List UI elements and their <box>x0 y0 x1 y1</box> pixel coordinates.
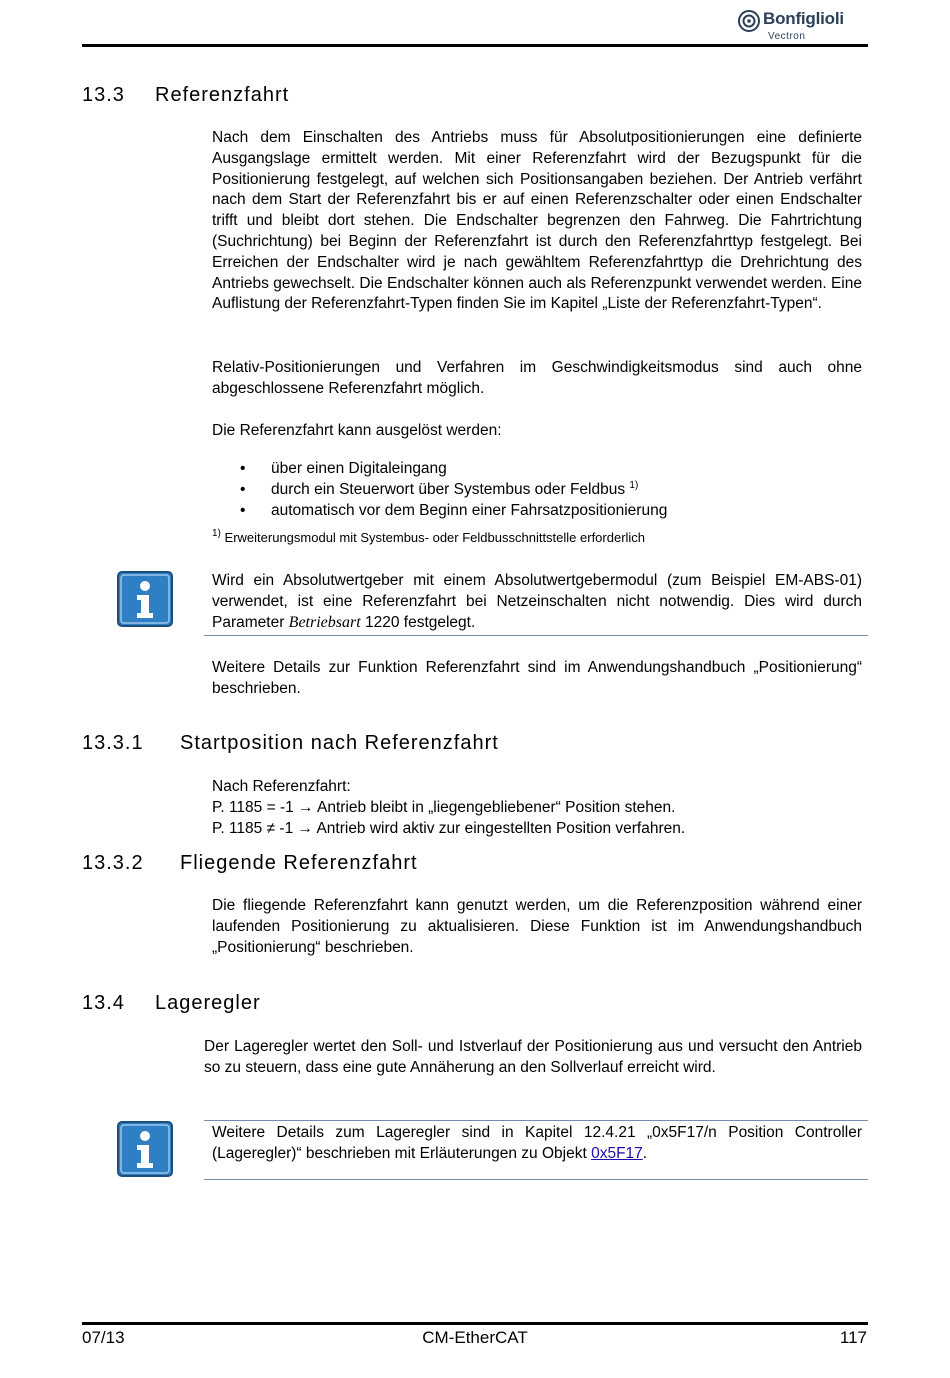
info-box-absolutwertgeber <box>204 571 868 636</box>
section-number: 13.3 <box>82 84 125 106</box>
paragraph-lageregler: Der Lageregler wertet den Soll- und Istverlauf der Positionierung aus und versucht den Antrieb so zu steuern, dass eine gute Annäherung an den Sollverlauf erreicht wird. <box>204 1038 862 1076</box>
logo-mark-icon <box>738 10 760 32</box>
info-icon <box>117 1121 173 1177</box>
section-number: 13.4 <box>82 992 125 1014</box>
page-number: 117 <box>839 1328 867 1347</box>
list-item: • über einen Digitaleingang <box>240 458 667 479</box>
section-heading-13-3-1 <box>82 732 862 758</box>
section-heading-13-4 <box>82 992 862 1018</box>
list-item: • durch ein Steuerwort über Systembus oder Feldbus $^{1)}$ <box>240 479 667 500</box>
footnote-text: Erweiterungsmodul mit Systembus- oder Feldbusschnittstelle erforderlich <box>224 530 646 545</box>
info-icon <box>117 571 173 627</box>
text-line: Nach Referenzfahrt: <box>212 778 351 795</box>
info-box-lageregler <box>204 1120 868 1180</box>
section-title: Startposition nach Referenzfahrt <box>180 732 499 754</box>
section-number: 13.3.1 <box>82 732 144 754</box>
section-title: Fliegende Referenzfahrt <box>180 852 418 874</box>
parameter-name: Betriebsart <box>288 613 361 631</box>
brand-logo <box>738 8 868 44</box>
paragraph-relativ: Relativ-Positionierungen und Verfahren im Geschwindigkeitsmodus sind auch ohne abgeschlossene Referenzfahrt möglich. <box>212 359 862 397</box>
section-heading-13-3-2 <box>82 852 862 878</box>
header-rule <box>82 44 868 47</box>
brand-name: Bonfiglioli <box>763 9 844 28</box>
section-heading-13-3 <box>82 84 862 110</box>
footer-document-title: CM-EtherCAT <box>422 1328 528 1347</box>
footnote-ref: 1) <box>629 480 639 491</box>
paragraph-ausloesung: Die Referenzfahrt kann ausgelöst werden: <box>212 422 502 439</box>
footer-rule <box>82 1322 868 1325</box>
info-text: Weitere Details zum Lageregler sind in Kapitel 12.4.21 „0x5F17/n Position Controller (Lageregler)“ beschrieben mit Erläuterungen zu Objekt 0x5F17. <box>212 1124 862 1162</box>
brand-sub: Vectron <box>768 31 806 42</box>
startposition-lines <box>212 777 862 839</box>
footnote <box>212 530 645 545</box>
paragraph-weitere-details: Weitere Details zur Funktion Referenzfahrt sind im Anwendungshandbuch „Positionierung“ beschrieben. <box>212 659 862 697</box>
footer-date: 07/13 <box>82 1328 125 1347</box>
text-line: P. 1185 = -1 → Antrieb bleibt in „liegengebliebener“ Position stehen. <box>212 798 676 816</box>
paragraph-referenzfahrt-intro: Nach dem Einschalten des Antriebs muss für Absolutpositionierungen eine definierte Ausgangslage ermittelt werden. Mit einer Referenzfahrt wird der Bezugspunkt für die Positionierung festgelegt, auf welchen sich Positionsangaben beziehen. Der Antrieb verfährt nach dem Start der Referenzfahrt bis er auf einen Referenzschalter oder einen Endschalter trifft und bleibt dort stehen. Die Endschalter begrenzen den Fahrweg. Die Fahrtrichtung (Suchrichtung) bei Beginn der Referenzfahrt ist durch den Referenzfahrttyp festgelegt. Bei Erreichen der Endschalter wird je nach gewähltem Referenzfahrttyp die Drehrichtung des Antriebs gewechselt. Die Endschalter können auch als Referenzpunkt verwendet werden. Eine Auflistung der Referenzfahrt-Typen finden Sie im Kapitel „Liste der Referenzfahrt-Typen“. <box>212 129 862 313</box>
trigger-list <box>240 458 667 521</box>
object-link[interactable]: 0x5F17 <box>591 1144 643 1162</box>
footnote-mark: 1) <box>212 528 221 539</box>
section-title: Referenzfahrt <box>155 84 290 106</box>
info-text: Wird ein Absolutwertgeber mit einem Absolutwertgebermodul (zum Beispiel EM-ABS-01) verwendet, ist eine Referenzfahrt bei Netzeinschalten nicht notwendig. Dies wird durch Parameter Betriebsart 1220 festgelegt. <box>212 572 862 631</box>
list-item: • automatisch vor dem Beginn einer Fahrsatzpositionierung <box>240 500 667 521</box>
text-line: P. 1185 ≠ -1 → Antrieb wird aktiv zur eingestellten Position verfahren. <box>212 819 686 837</box>
section-title: Lageregler <box>155 992 261 1014</box>
paragraph-fliegende: Die fliegende Referenzfahrt kann genutzt werden, um die Referenzposition während einer laufenden Positionierung zu aktualisieren. Diese Funktion ist im Anwendungshandbuch „Positionierung“ beschrieben. <box>212 897 862 956</box>
section-number: 13.3.2 <box>82 852 144 874</box>
